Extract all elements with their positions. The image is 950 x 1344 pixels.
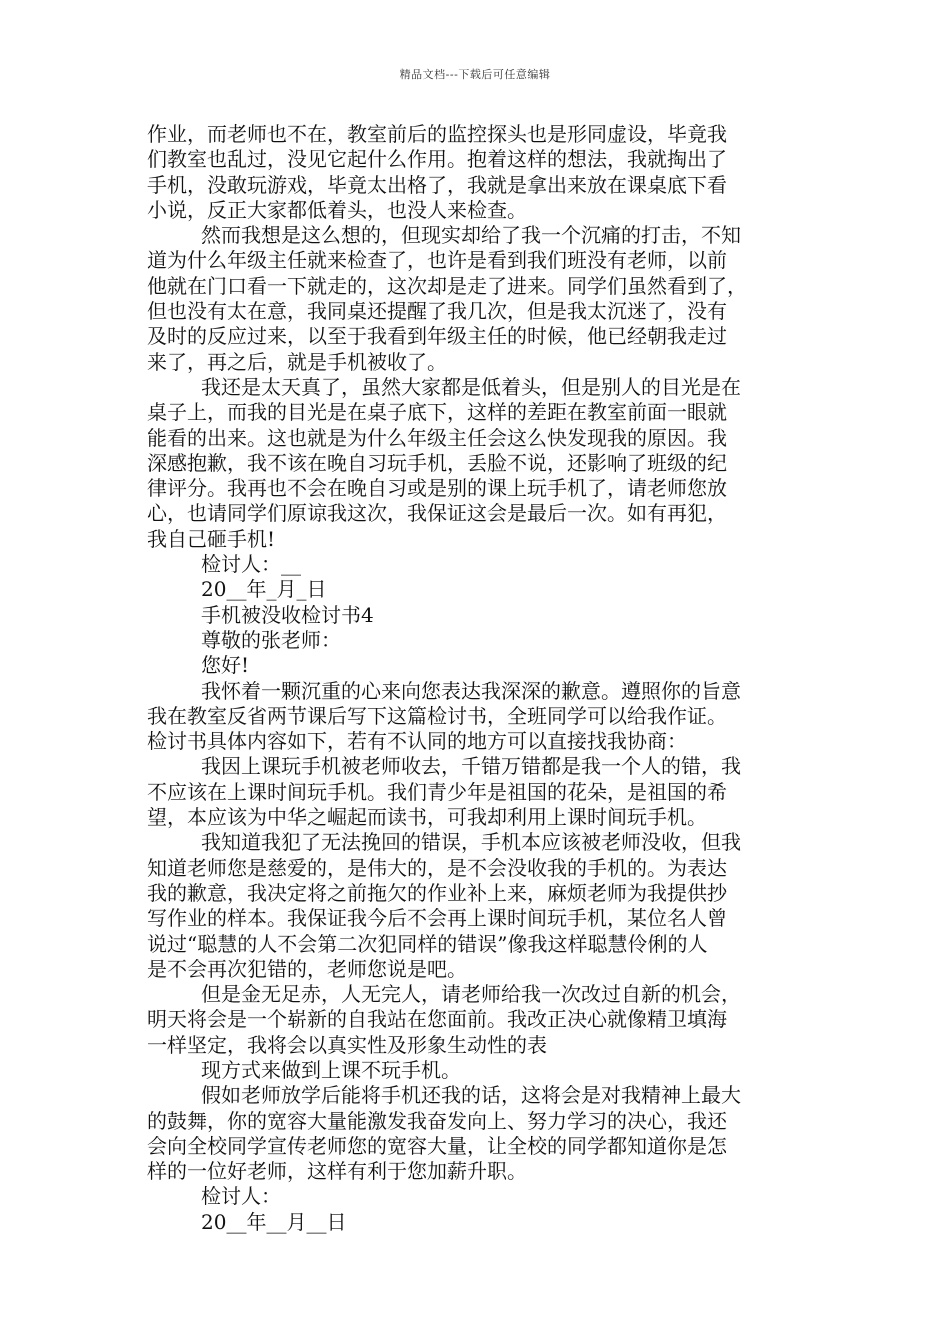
text-line: 道为什么年级主任就来检查了，也许是看到我们班没有老师，以前: [147, 248, 727, 273]
text-line: 桌子上，而我的目光是在桌子底下，这样的差距在教室前面一眼就: [147, 400, 727, 425]
text-line: 您好!: [201, 653, 250, 678]
text-line: 来了，再之后，就是手机被收了。: [147, 349, 447, 374]
text-line: 我的歉意，我决定将之前拖欠的作业补上来，麻烦老师为我提供抄: [147, 880, 727, 905]
page-header: 精品文档---下载后可任意编辑: [399, 68, 551, 81]
text-line: 尊敬的张老师：: [201, 627, 341, 652]
text-line: 一样坚定，我将会以真实性及形象生动性的表: [147, 1032, 547, 1057]
text-line: 写作业的样本。我保证我今后不会再上课时间玩手机，某位名人曾: [147, 906, 727, 931]
text-line: 但也没有太在意，我同桌还提醒了我几次，但是我太沉迷了，没有: [147, 299, 727, 324]
text-line: 我自己砸手机!: [147, 526, 276, 551]
text-line: 20__年__月__日: [201, 1209, 347, 1234]
text-line: 我还是太天真了，虽然大家都是低着头，但是别人的目光是在: [201, 374, 741, 399]
text-line: 知道老师您是慈爱的，是伟大的，是不会没收我的手机的。为表达: [147, 855, 727, 880]
text-line: 能看的出来。这也就是为什么年级主任会这么快发现我的原因。我: [147, 425, 727, 450]
text-line: 小说，反正大家都低着头，也没人来检查。: [147, 197, 527, 222]
text-line: 们教室也乱过，没见它起什么作用。抱着这样的想法，我就掏出了: [147, 147, 727, 172]
text-line: 我知道我犯了无法挽回的错误，手机本应该被老师没收，但我: [201, 830, 741, 855]
text-line: 假如老师放学后能将手机还我的话，这将会是对我精神上最大: [201, 1083, 741, 1108]
text-line: 律评分。我再也不会在晚自习或是别的课上玩手机了，请老师您放: [147, 476, 727, 501]
text-line: 手机被没收检讨书4: [201, 602, 374, 627]
text-line: 不应该在上课时间玩手机。我们青少年是祖国的花朵，是祖国的希: [147, 779, 727, 804]
text-line: 样的一位好老师，这样有利于您加薪升职。: [147, 1159, 527, 1184]
text-line: 现方式来做到上课不玩手机。: [201, 1057, 461, 1082]
text-line: 但是金无足赤，人无完人，请老师给我一次改过自新的机会，: [201, 982, 741, 1007]
text-line: 他就在门口看一下就走的，这次却是走了进来。同学们虽然看到了，: [147, 273, 747, 298]
text-line: 作业，而老师也不在，教室前后的监控探头也是形同虚设，毕竟我: [147, 122, 727, 146]
text-line: 望，本应该为中华之崛起而读书，可我却利用上课时间玩手机。: [147, 805, 707, 830]
text-line: 我怀着一颗沉重的心来向您表达我深深的歉意。遵照你的旨意: [201, 678, 741, 703]
text-line: 我在教室反省两节课后写下这篇检讨书，全班同学可以给我作证。: [147, 703, 727, 728]
text-line: 20__年_月_日: [201, 577, 327, 602]
text-line: 是不会再次犯错的，老师您说是吧。: [147, 956, 467, 981]
text-line: 明天将会是一个崭新的自我站在您面前。我改正决心就像精卫填海: [147, 1007, 727, 1032]
text-line: 深感抱歉，我不该在晚自习玩手机，丢脸不说，还影响了班级的纪: [147, 450, 727, 475]
text-line: 手机，没敢玩游戏，毕竟太出格了，我就是拿出来放在课桌底下看: [147, 172, 727, 197]
text-line: 会向全校同学宣传老师您的宽容大量，让全校的同学都知道你是怎: [147, 1133, 727, 1158]
document-body: [147, 122, 819, 1235]
text-line: 然而我想是这么想的，但现实却给了我一个沉痛的打击，不知: [201, 223, 741, 248]
text-line: 及时的反应过来，以至于我看到年级主任的时候，他已经朝我走过: [147, 324, 727, 349]
text-line: 检讨书具体内容如下，若有不认同的地方可以直接找我协商：: [147, 729, 687, 754]
text-line: 说过“聪慧的人不会第二次犯同样的错误”像我这样聪慧伶俐的人: [147, 931, 708, 956]
text-line: 的鼓舞，你的宽容大量能激发我奋发向上、努力学习的决心，我还: [147, 1108, 727, 1133]
text-line: 心，也请同学们原谅我这次，我保证这会是最后一次。如有再犯，: [147, 501, 727, 526]
text-line: 检讨人：__: [201, 552, 301, 577]
text-line: 检讨人：: [201, 1184, 281, 1209]
text-line: 我因上课玩手机被老师收去，千错万错都是我一个人的错，我: [201, 754, 741, 779]
